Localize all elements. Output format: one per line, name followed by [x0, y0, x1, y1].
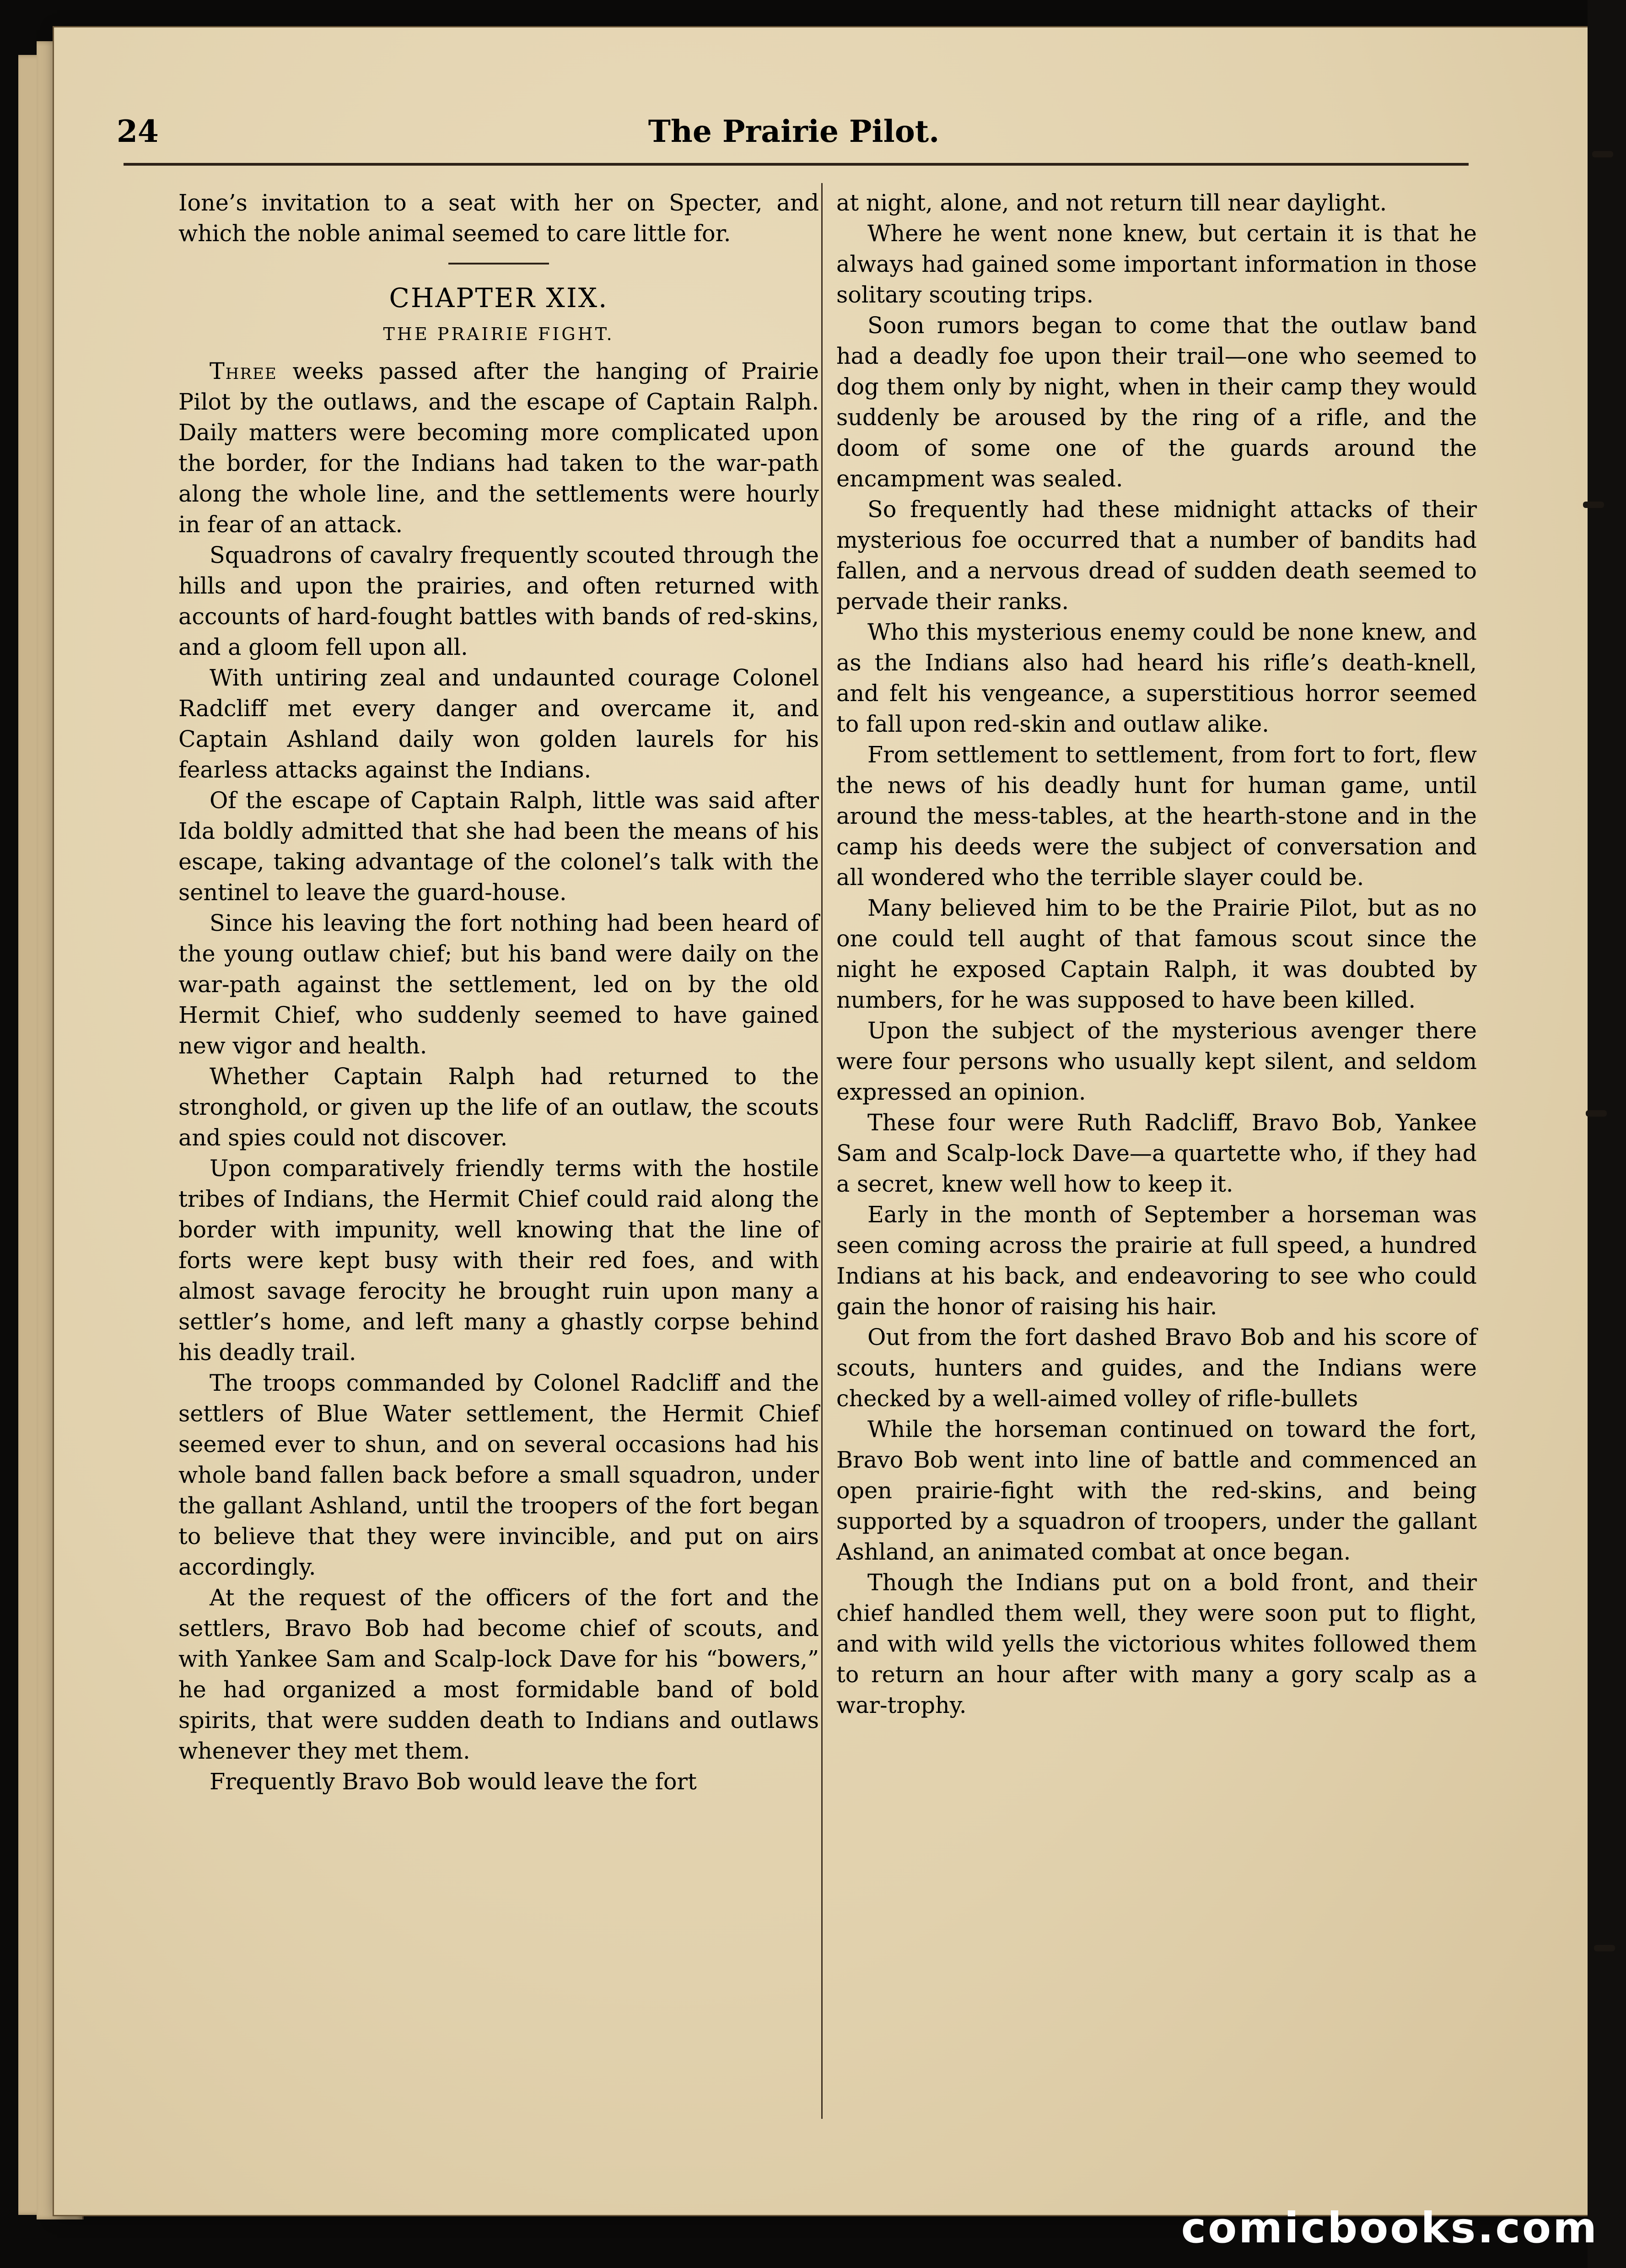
paragraph: The troops commanded by Colonel Radcliff and the settlers of Blue Water settlement, the Hermit Chief seemed ever to shun, and on several occasions had his whole band fallen back before a small squadron, under the gallant Ashland, until the troopers of the fort began to believe that they were invincible, and put on airs accordingly. — [178, 1370, 819, 1580]
paragraph: Who this mysterious enemy could be none knew, and as the Indians also had heard his rifle’s death-knell, and felt his vengeance, a superstitious horror seemed to fall upon red-skin and outlaw alike. — [836, 619, 1477, 737]
paragraph: From settlement to settlement, from fort to fort, flew the news of his deadly hunt for human game, until around the mess-tables, at the hearth-stone and in the camp his deeds were the subject of conversation and all wondered who the terrible slayer could be. — [836, 741, 1477, 891]
right-column — [836, 188, 1477, 1721]
paragraph: Upon the subject of the mysterious avenger there were four persons who usually kept silent, and seldom expressed an opinion. — [836, 1017, 1477, 1105]
header-rule — [124, 163, 1469, 166]
binding-stitch — [1592, 151, 1613, 157]
paragraph-text: weeks passed after the hanging of Prairie Pilot by the outlaws, and the escape of Captain Ralph. Daily matters were becoming more complicated upon the border, for the Indians had taken to the war-path along the whole line, and the settlements were hourly in fear of an attack. — [178, 358, 819, 538]
chapter-subtitle: THE PRAIRIE FIGHT. — [383, 324, 614, 344]
paragraph: Out from the fort dashed Bravo Bob and his score of scouts, hunters and guides, and the Indians were checked by a well-aimed volley of rifle-bullets — [836, 1324, 1477, 1412]
continuation-paragraph: at night, alone, and not return till near daylight. — [836, 189, 1387, 216]
intro-paragraph: Ione’s invitation to a seat with her on Specter, and which the noble animal seemed to care little for. — [178, 189, 819, 247]
paragraph: At the request of the officers of the fort and the settlers, Bravo Bob had become chief of scouts, and with Yankee Sam and Scalp-lock Dave for his “bowers,” he had organized a most formidable band of bold spirits, that were sudden death to Indians and outlaws whenever they met them. — [178, 1584, 819, 1764]
page-header — [117, 113, 1471, 159]
section-divider — [448, 263, 549, 265]
site-watermark: comicbooks.com — [1181, 2203, 1599, 2252]
paragraph: Since his leaving the fort nothing had been heard of the young outlaw chief; but his band were daily on the war-path against the settlement, led on by the old Hermit Chief, who suddenly seemed to have gained new vigor and health. — [178, 910, 819, 1059]
paragraph: Where he went none knew, but certain it is that he always had gained some important information in those solitary scouting trips. — [836, 220, 1477, 308]
paragraph — [178, 356, 819, 540]
paragraph: Soon rumors began to come that the outlaw band had a deadly foe upon their trail—one who seemed to dog them only by night, when in their camp they would suddenly be aroused by the ring of a rifle, and the doom of some one of the guards around the encampment was sealed. — [836, 312, 1477, 492]
running-title: The Prairie Pilot. — [648, 113, 940, 149]
page-number: 24 — [117, 113, 159, 149]
paragraph: While the horseman continued on toward the fort, Bravo Bob went into line of battle and commenced an open prairie-fight with the red-skins, and being supported by a squadron of troopers, under the gallant Ashland, an animated combat at once began. — [836, 1416, 1477, 1565]
chapter-first-word: Three — [210, 358, 277, 384]
binding-stitch — [1583, 502, 1604, 508]
paragraph: Though the Indians put on a bold front, and their chief handled them well, they were soon put to flight, and with wild yells the victorious whites followed them to return an hour after with many a gory scalp as a war-trophy. — [836, 1569, 1477, 1718]
paragraph: These four were Ruth Radcliff, Bravo Bob, Yankee Sam and Scalp-lock Dave—a quartette who, if they had a secret, knew well how to keep it. — [836, 1109, 1477, 1197]
column-divider — [821, 183, 823, 2119]
chapter-heading: CHAPTER XIX. — [389, 282, 608, 313]
paragraph: Upon comparatively friendly terms with the hostile tribes of Indians, the Hermit Chief could raid along the border with impunity, well knowing that the line of forts were kept busy with their red foes, and with almost savage ferocity he brought ruin upon many a settler’s home, and left many a ghastly corpse behind his deadly trail. — [178, 1155, 819, 1366]
paragraph: Of the escape of Captain Ralph, little was said after Ida boldly admitted that she had been the means of his escape, taking advantage of the colonel’s talk with the sentinel to leave the guard-house. — [178, 787, 819, 906]
paragraph: With untiring zeal and undaunted courage Colonel Radcliff met every danger and overcame it, and Captain Ashland daily won golden laurels for his fearless attacks against the Indians. — [178, 664, 819, 783]
left-column — [178, 188, 819, 1797]
paragraph: Whether Captain Ralph had returned to the stronghold, or given up the life of an outlaw, the scouts and spies could not discover. — [178, 1063, 819, 1151]
paragraph: Early in the month of September a horseman was seen coming across the prairie at full speed, a hundred Indians at his back, and endeavoring to see who could gain the honor of raising his hair. — [836, 1201, 1477, 1320]
paragraph: Many believed him to be the Prairie Pilot, but as no one could tell aught of that famous scout since the night he exposed Captain Ralph, it was doubted by numbers, for he was supposed to have been killed. — [836, 895, 1477, 1013]
paragraph: Squadrons of cavalry frequently scouted through the hills and upon the prairies, and often returned with accounts of hard-fought battles with bands of red-skins, and a gloom fell upon all. — [178, 542, 819, 660]
binding-stitch — [1586, 1110, 1607, 1117]
paragraph: Frequently Bravo Bob would leave the fort — [210, 1768, 697, 1795]
book-binding — [1588, 0, 1626, 2268]
binding-stitch — [1594, 1945, 1615, 1951]
paragraph: So frequently had these midnight attacks of their mysterious foe occurred that a number of bandits had fallen, and a nervous dread of sudden death seemed to pervade their ranks. — [836, 496, 1477, 615]
